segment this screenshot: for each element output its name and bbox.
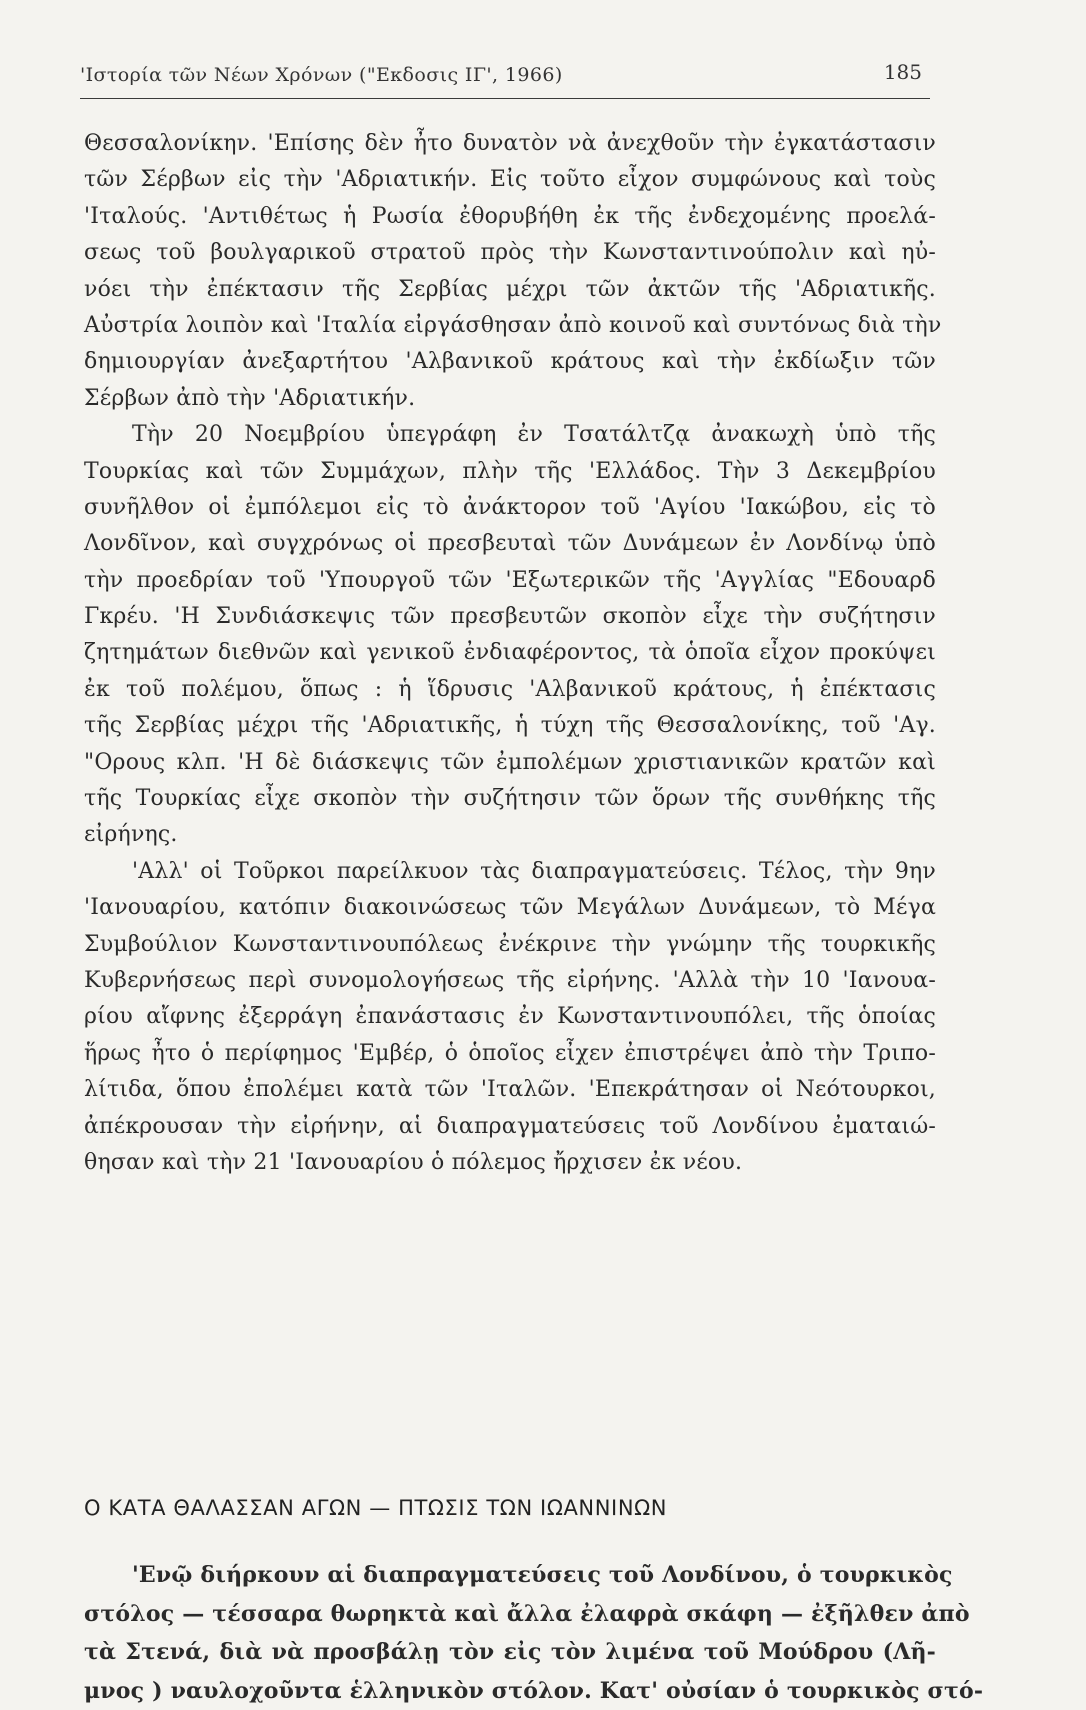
text-line: ἐκ τοῦ πολέμου, ὅπως : ἡ ἵδρυσις 'Αλβανικοῦ κράτους, ἡ ἐπέκτασις: [84, 672, 936, 708]
text-line: Σέρβων ἀπὸ τὴν 'Αδριατικήν.: [84, 381, 936, 417]
section-heading: Ο ΚΑΤΑ ΘΑΛΑΣΣΑΝ ΑΓΩΝ — ΠΤΩΣΙΣ ΤΩΝ ΙΩΑΝΝΙΝΩΝ: [84, 1496, 667, 1520]
text-line: 'Αλλ' οἱ Τοῦρκοι παρείλκυον τὰς διαπραγματεύσεις. Τέλος, τὴν 9ην: [84, 854, 936, 890]
text-line: Συμβούλιον Κωνσταντινουπόλεως ἐνέκρινε τὴν γνώμην τῆς τουρκικῆς: [84, 927, 936, 963]
text-line: εἰρήνης.: [84, 817, 936, 853]
text-line: Τουρκίας καὶ τῶν Συμμάχων, πλὴν τῆς 'Ελλάδος. Τὴν 3 Δεκεμβρίου: [84, 454, 936, 490]
text-line: τῆς Τουρκίας εἶχε σκοπὸν τὴν συζήτησιν τῶν ὅρων τῆς συνθήκης τῆς: [84, 781, 936, 817]
text-line: 'Ιανουαρίου, κατόπιν διακοινώσεως τῶν Μεγάλων Δυνάμεων, τὸ Μέγα: [84, 890, 936, 926]
text-line: ζητημάτων διεθνῶν καὶ γενικοῦ ἐνδιαφέροντος, τὰ ὁποῖα εἶχον προκύψει: [84, 635, 936, 671]
text-line: νόει τὴν ἐπέκτασιν τῆς Σερβίας μέχρι τῶν ἀκτῶν τῆς 'Αδριατικῆς.: [84, 272, 936, 308]
section-paragraph: [84, 1556, 936, 1710]
text-line: Γκρέυ. 'Η Συνδιάσκεψις τῶν πρεσβευτῶν σκοπὸν εἶχε τὴν συζήτησιν: [84, 599, 936, 635]
text-line: τῶν Σέρβων εἰς τὴν 'Αδριατικήν. Εἰς τοῦτο εἶχον συμφώνους καὶ τοὺς: [84, 162, 936, 198]
running-header: [80, 58, 930, 99]
text-line: τὰ Στενά, διὰ νὰ προσβάλῃ τὸν εἰς τὸν λιμένα τοῦ Μούδρου (Λῆ-: [84, 1633, 936, 1672]
body-text: [84, 126, 936, 1181]
text-line: ἀπέκρουσαν τὴν εἰρήνην, αἱ διαπραγματεύσεις τοῦ Λονδίνου ἐματαιώ-: [84, 1109, 936, 1145]
text-line: δημιουργίαν ἀνεξαρτήτου 'Αλβανικοῦ κράτους καὶ τὴν ἐκδίωξιν τῶν: [84, 344, 936, 380]
text-line: Λονδῖνον, καὶ συγχρόνως οἱ πρεσβευταὶ τῶν Δυνάμεων ἐν Λονδίνῳ ὑπὸ: [84, 526, 936, 562]
text-line: μνος ) ναυλοχοῦντα ἑλληνικὸν στόλον. Κατ' οὐσίαν ὁ τουρκικὸς στό-: [84, 1672, 936, 1710]
text-line: θησαν καὶ τὴν 21 'Ιανουαρίου ὁ πόλεμος ἤρχισεν ἐκ νέου.: [84, 1145, 936, 1181]
text-line: τῆς Σερβίας μέχρι τῆς 'Αδριατικῆς, ἡ τύχη τῆς Θεσσαλονίκης, τοῦ 'Αγ.: [84, 708, 936, 744]
text-line: τὴν προεδρίαν τοῦ 'Υπουργοῦ τῶν 'Εξωτερικῶν τῆς 'Αγγλίας "Εδουαρδ: [84, 563, 936, 599]
page-number: 185: [884, 60, 922, 84]
text-line: Αὐστρία λοιπὸν καὶ 'Ιταλία εἰργάσθησαν ἀπὸ κοινοῦ καὶ συντόνως διὰ τὴν: [84, 308, 936, 344]
text-line: 'Ενῷ διήρκουν αἱ διαπραγματεύσεις τοῦ Λονδίνου, ὁ τουρκικὸς: [84, 1556, 936, 1595]
text-line: λίτιδα, ὅπου ἐπολέμει κατὰ τῶν 'Ιταλῶν. 'Επεκράτησαν οἱ Νεότουρκοι,: [84, 1072, 936, 1108]
text-line: "Ορους κλπ. 'Η δὲ διάσκεψις τῶν ἐμπολέμων χριστιανικῶν κρατῶν καὶ: [84, 745, 936, 781]
book-title: 'Ιστορία τῶν Νέων Χρόνων ("Εκδοσις ΙΓ', 1966): [80, 64, 563, 86]
text-line: ρίου αἴφνης ἐξερράγη ἐπανάστασις ἐν Κωνσταντινουπόλει, τῆς ὁποίας: [84, 999, 936, 1035]
text-line: 'Ιταλούς. 'Αντιθέτως ἡ Ρωσία ἐθορυβήθη ἐκ τῆς ἐνδεχομένης προελά-: [84, 199, 936, 235]
text-line: στόλος — τέσσαρα θωρηκτὰ καὶ ἄλλα ἐλαφρὰ σκάφη — ἐξῆλθεν ἀπὸ: [84, 1595, 936, 1634]
text-line: σεως τοῦ βουλγαρικοῦ στρατοῦ πρὸς τὴν Κωνσταντινούπολιν καὶ ηὐ-: [84, 235, 936, 271]
text-line: Κυβερνήσεως περὶ συνομολογήσεως τῆς εἰρήνης. 'Αλλὰ τὴν 10 'Ιανουα-: [84, 963, 936, 999]
text-line: συνῆλθον οἱ ἐμπόλεμοι εἰς τὸ ἀνάκτορον τοῦ 'Αγίου 'Ιακώβου, εἰς τὸ: [84, 490, 936, 526]
text-line: ἥρως ἦτο ὁ περίφημος 'Εμβέρ, ὁ ὁποῖος εἶχεν ἐπιστρέψει ἀπὸ τὴν Τριπο-: [84, 1036, 936, 1072]
text-line: Τὴν 20 Νοεμβρίου ὑπεγράφη ἐν Τσατάλτζᾳ ἀνακωχὴ ὑπὸ τῆς: [84, 417, 936, 453]
text-line: Θεσσαλονίκην. 'Επίσης δὲν ἦτο δυνατὸν νὰ ἀνεχθοῦν τὴν ἐγκατάστασιν: [84, 126, 936, 162]
